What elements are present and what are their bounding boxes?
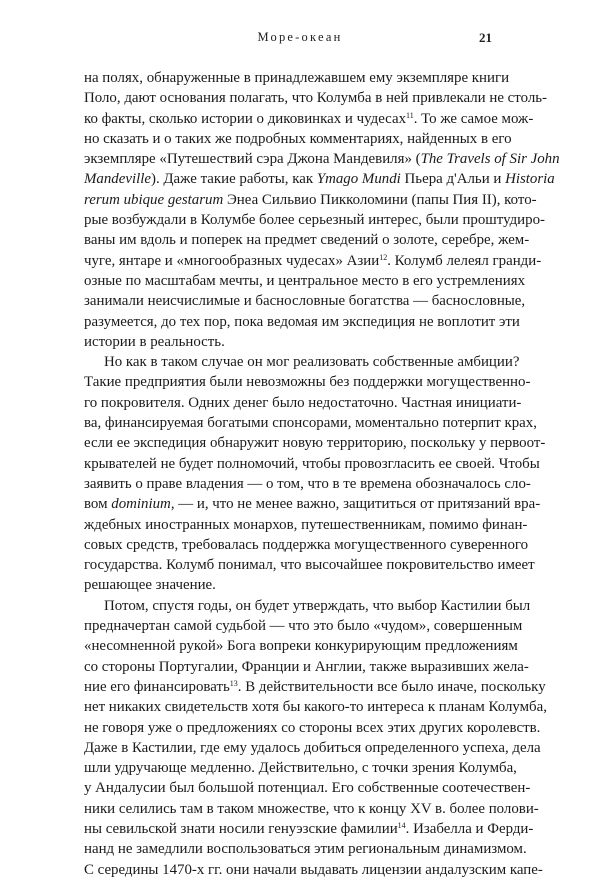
text-line: С середины 1470-х гг. они начали выдавать лицензии андалузским капе- [84, 861, 543, 878]
text-line: чуге, янтаре и «многообразных чудесах» Азии$^{12}$. Колумб лелеял гранди- [84, 252, 542, 269]
footnote-marker[interactable]: 13 [229, 678, 238, 688]
page-number: 21 [479, 30, 492, 45]
text-line: rerum ubique gestarum Энеа Сильвио Пикколомини (папы Пия II), кото- [84, 191, 537, 208]
italic-title: Ymago Mundi [316, 171, 401, 188]
footnote-marker[interactable]: 11 [406, 110, 414, 120]
text-line: ние его финансировать$^{13}$. В действительности все было иначе, поскольку [84, 678, 546, 695]
running-title: Море-океан [257, 30, 343, 44]
text-line: «несомненной рукой» Бога вопреки конкурирующим предложениям [84, 638, 518, 655]
text-line: озные по масштабам мечты, и центральное место в его устремлениях [84, 272, 526, 289]
text-line: Поло, дают основания полагать, что Колумба в ней привлекали не столь- [84, 90, 548, 107]
text-line: шли удручающе медленно. Действительно, с точки зрения Колумба, [84, 760, 517, 777]
text-line: ко факты, сколько истории о диковинках и чудесах$^{11}$. То же самое мож- [84, 110, 534, 127]
text-line: ваны им вдоль и поперек на предмет сведений о золоте, серебре, жем- [84, 232, 530, 249]
italic-title: Mandeville [84, 171, 151, 188]
italic-title: dominium [111, 496, 171, 513]
text-line: ждебных иностранных монархов, путешественникам, помимо финан- [84, 516, 528, 533]
text-line: вом dominium, — и, что не менее важно, защититься от притязаний вра- [84, 496, 541, 513]
text-line: Даже в Кастилии, где ему удалось добиться определенного успеха, дела [84, 739, 541, 756]
text-line: истории в реальность. [84, 333, 225, 350]
text-line: но сказать и о таких же подробных комментариях, найденных в его [84, 130, 512, 147]
running-head [0, 30, 600, 50]
text-line: Потом, спустя годы, он будет утверждать, что выбор Кастилии был [104, 597, 531, 614]
text-line: ны севильской знати носили генуэзские фамилии$^{14}$. Изабелла и Ферди- [84, 820, 534, 837]
text-line: экземпляре «Путешествий сэра Джона Мандевиля» (The Travels of Sir John [84, 151, 560, 168]
text-line: ники селились там в таком множестве, что к концу XV в. более полови- [84, 800, 539, 817]
text-line: рые возбуждали в Колумбе более серьезный интерес, были проштудиро- [84, 212, 545, 229]
italic-title: The Travels of Sir John [420, 151, 560, 168]
text-line: у Андалусии был большой потенциал. Его собственные соотечествен- [84, 780, 531, 797]
text-line: разумеется, до тех пор, пока ведомая им экспедиция не воплотит эти [84, 313, 520, 330]
text-line: решающее значение. [84, 577, 216, 594]
text-line: предначертан самой судьбой — что это было «чудом», совершенным [84, 618, 523, 635]
text-line: на полях, обнаруженные в принадлежавшем ему экземпляре книги [84, 70, 510, 86]
body-text [84, 68, 560, 880]
text-line: нанд не замедлили воспользоваться этим региональным динамизмом. [84, 841, 527, 858]
text-line: ва, финансируемая богатыми спонсорами, моментально потерпит крах, [84, 415, 537, 432]
italic-title: Historia [505, 171, 555, 188]
footnote-marker[interactable]: 12 [379, 252, 388, 262]
text-line: крывателей не будет полномочий, чтобы провозгласить ее своей. Чтобы [84, 455, 540, 472]
text-line: не говоря уже о предложениях со стороны всех этих других королевств. [84, 719, 541, 736]
text-line: Такие предприятия были невозможны без поддержки могущественно- [84, 374, 531, 391]
italic-title: rerum ubique gestarum [84, 191, 224, 208]
text-line: Mandeville). Даже такие работы, как Ymago Mundi Пьера д'Альи и Historia [84, 171, 555, 188]
footnote-marker[interactable]: 14 [397, 820, 406, 830]
text-line: нет никаких свидетельств хотя бы какого-то интереса к планам Колумба, [84, 699, 547, 716]
text-line: государства. Колумб понимал, что высочайшее покровительство имеет [84, 557, 535, 574]
text-line: совых средств, требовалась поддержка могущественного суверенного [84, 536, 529, 553]
text-line: если ее экспедиция обнаружит новую территорию, поскольку у первоот- [84, 435, 546, 452]
text-line: занимали неисчислимые и баснословные богатства — баснословные, [84, 293, 526, 310]
text-line: со стороны Португалии, Франции и Англии, также выразивших жела- [84, 658, 529, 675]
text-line: го покровителя. Одних денег было недостаточно. Частная инициати- [84, 394, 522, 411]
text-line: Но как в таком случае он мог реализовать собственные амбиции? [104, 354, 520, 371]
text-line: заявить о праве владения — о том, что в те времена обозначалось сло- [84, 475, 531, 492]
